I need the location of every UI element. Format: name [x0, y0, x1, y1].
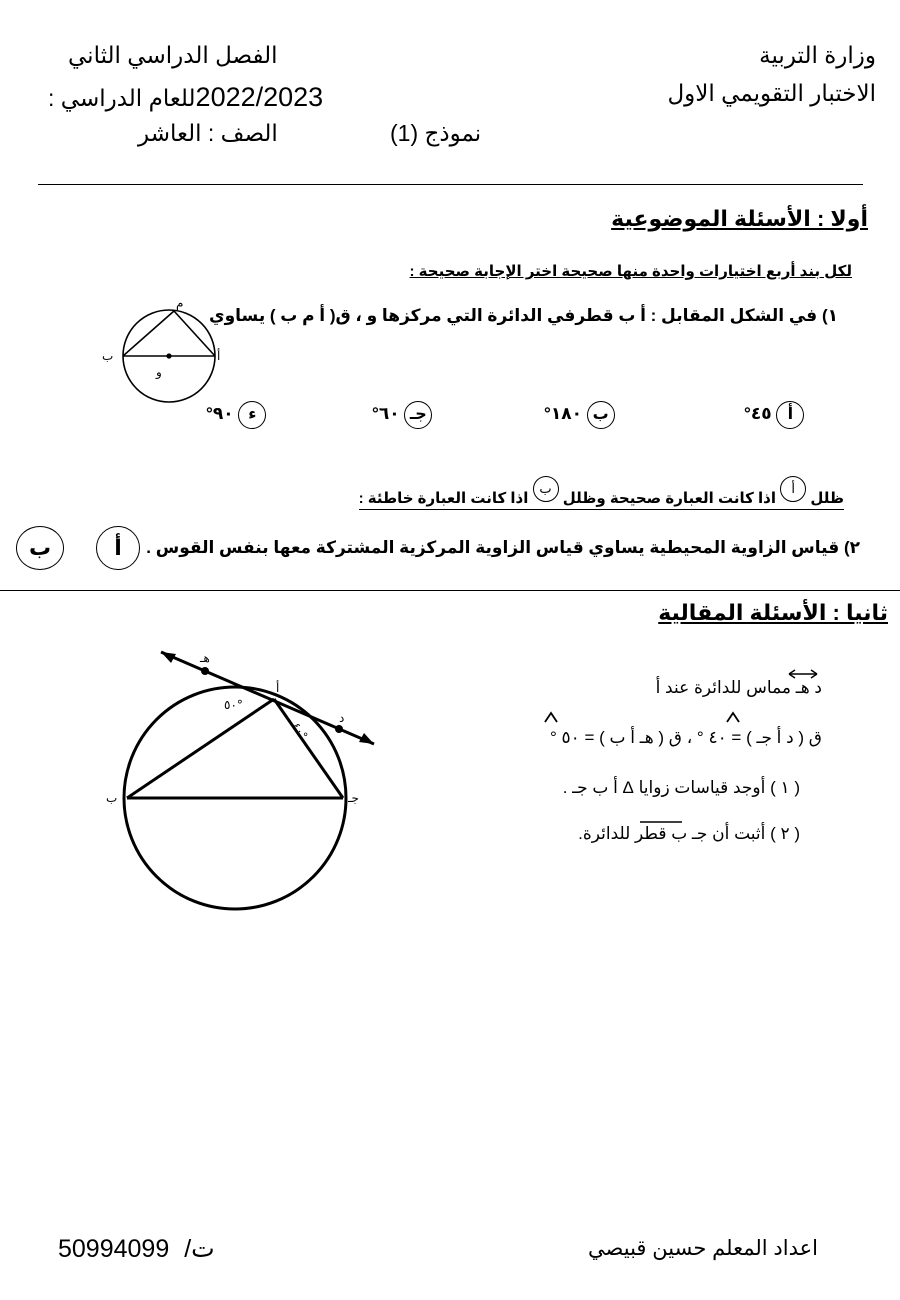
option-b-bubble[interactable]: ب: [587, 401, 615, 429]
label-a: أ: [276, 681, 280, 695]
prepared-by: اعداد المعلم حسين قبيصي: [588, 1237, 818, 1260]
option-c-bubble[interactable]: جـ: [404, 401, 432, 429]
point-h-dot: [201, 667, 209, 675]
question-2: [146, 538, 860, 558]
phone-label: ت/: [184, 1235, 215, 1263]
q1-circle-figure: [96, 296, 236, 414]
phone-number: 50994099: [58, 1235, 170, 1263]
tf-instruction: [359, 476, 844, 510]
label-j: جـ: [348, 791, 359, 805]
tangent-statement: د هـ مماس للدائرة عند أ: [655, 678, 822, 697]
q2-false-bubble[interactable]: ب: [16, 526, 64, 570]
tangent-figure: [96, 640, 392, 920]
angle-40-label: ٤٠°: [289, 720, 311, 742]
option-d[interactable]: [206, 401, 266, 429]
label-h: هـ: [200, 651, 210, 665]
mcq-instruction: لكل بند أربع اختيارات واحدة منها صحيحة اختر الإجابة صحيحة :: [409, 263, 852, 280]
question-1: [209, 306, 838, 326]
teacher-phone: [58, 1234, 215, 1264]
task-2: ( ٢ ) أثبت أن جـ ب قطر للدائرة.: [578, 824, 800, 843]
label-b: ب: [106, 791, 118, 805]
tangent-arrow-left: [161, 652, 176, 663]
question-1-number: ١): [821, 306, 838, 325]
tf-true-bubble: أ: [780, 476, 806, 502]
section2-title: ثانيا : الأسئلة المقالية: [658, 600, 888, 625]
year-label: للعام الدراسي :: [48, 85, 196, 111]
option-b[interactable]: [544, 401, 615, 429]
question-1-text: في الشكل المقابل : أ ب قطرفي الدائرة التي مركزها و ، ق( أ م ب ) يساوي: [208, 306, 818, 325]
question-2-number: ٢): [843, 538, 860, 557]
academic-year: [48, 82, 323, 113]
option-d-bubble[interactable]: ء: [238, 401, 266, 429]
tf-false-bubble: ب: [533, 476, 559, 502]
model-number: نموذج (1): [390, 120, 482, 146]
task-1: ( ١ ) أوجد قياسات زوايا Δ أ ب جـ .: [562, 778, 800, 797]
angle-givens: ق ( د أ جـ ) = ٤٠ ° ، ق ( هـ أ ب ) = ٥٠ °: [550, 728, 822, 747]
q1-label-o: و: [156, 365, 162, 379]
q1-label-b: ب: [102, 349, 114, 363]
option-a-value: ٤٥°: [744, 404, 772, 423]
q1-label-a: أ: [217, 349, 221, 363]
header-divider: [38, 184, 863, 185]
option-c[interactable]: [372, 401, 432, 429]
section1-title: أولا : الأسئلة الموضوعية: [611, 206, 868, 231]
angle-50-label: ٥٠°: [224, 698, 243, 712]
semester: الفصل الدراسي الثاني: [68, 42, 278, 68]
option-a[interactable]: [744, 401, 804, 429]
section-divider: [0, 590, 900, 591]
tf-middle: اذا كانت العبارة صحيحة وظلل: [562, 490, 777, 507]
label-d: د: [339, 711, 345, 725]
angle-symbol-icons: [543, 710, 763, 724]
segment-symbol-icon: [638, 818, 684, 826]
q1-label-m: م: [176, 296, 184, 310]
tf-prefix: ظلل: [810, 490, 844, 507]
option-a-bubble[interactable]: أ: [776, 401, 804, 429]
line-symbol-icon: [786, 668, 820, 680]
option-c-value: ٦٠°: [372, 404, 400, 423]
q1-chord-am: [123, 311, 174, 356]
exam-title: الاختبار التقويمي الاول: [667, 80, 876, 106]
point-d-dot: [335, 725, 343, 733]
q2-true-bubble[interactable]: أ: [96, 526, 140, 570]
grade: الصف : العاشر: [138, 120, 278, 146]
option-b-value: ١٨٠°: [544, 404, 582, 423]
year-value: 2022/2023: [195, 82, 324, 112]
question-2-text: قياس الزاوية المحيطية يساوي قياس الزاوية المركزية المشتركة معها بنفس القوس .: [146, 538, 840, 557]
tangent-arrow-right: [359, 733, 374, 744]
chord-ab: [127, 699, 274, 798]
q1-center-dot: [166, 353, 171, 358]
option-d-value: ٩٠°: [206, 404, 234, 423]
tf-suffix: اذا كانت العبارة خاطئة :: [358, 490, 529, 507]
ministry-name: وزارة التربية: [759, 42, 876, 68]
